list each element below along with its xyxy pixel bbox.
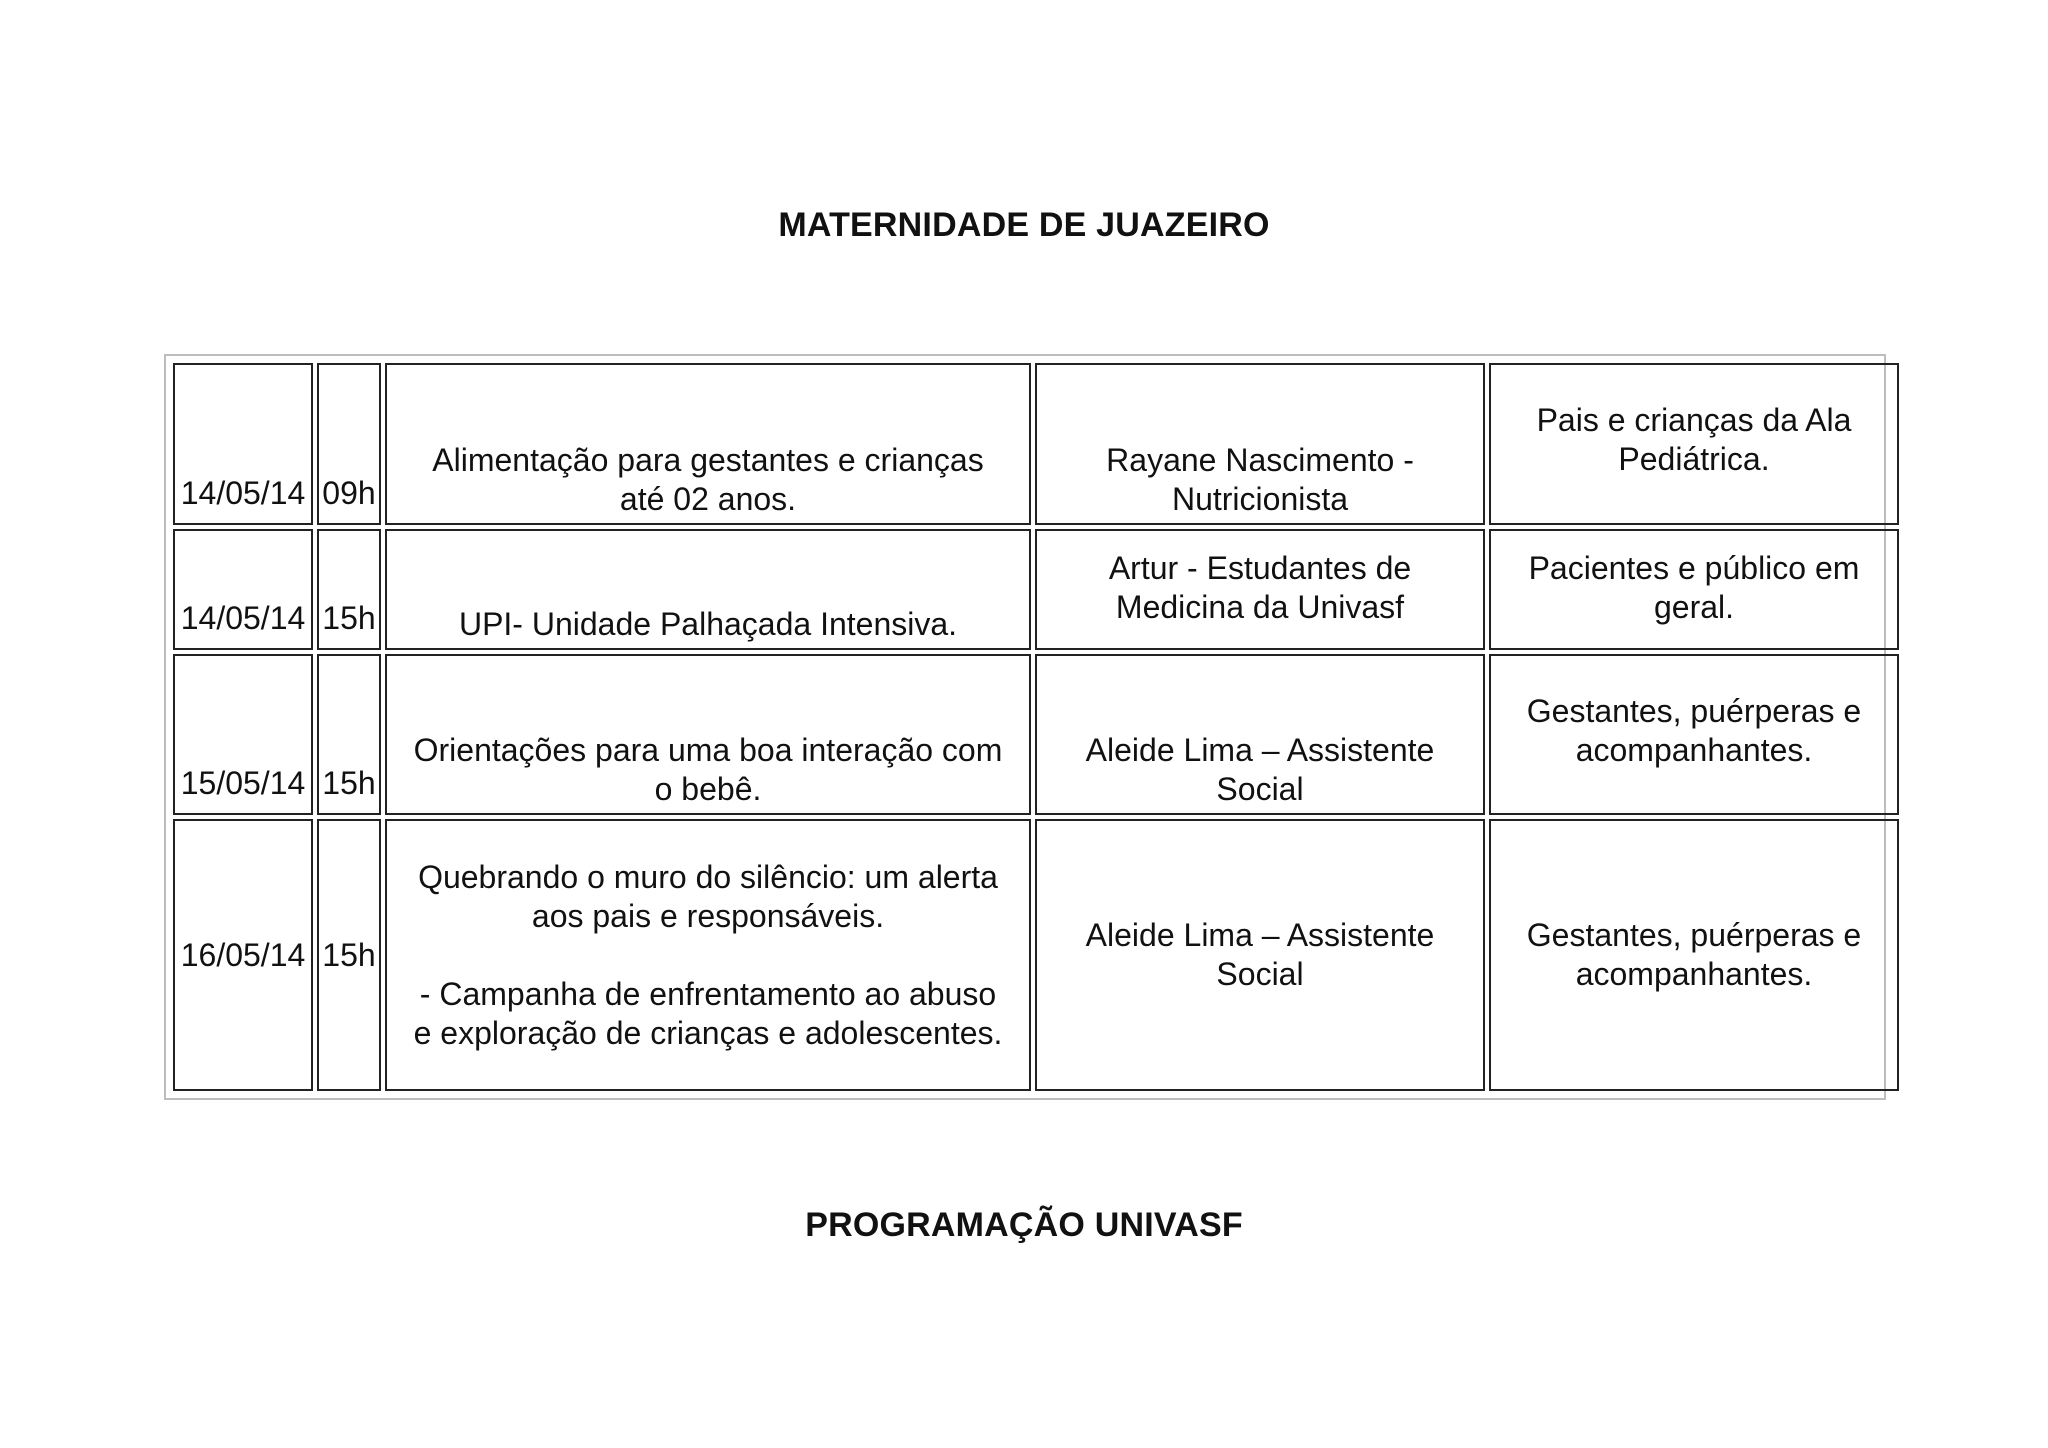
page-title: MATERNIDADE DE JUAZEIRO [778, 206, 1270, 244]
topic-line: UPI- Unidade Palhaçada Intensiva. [458, 606, 958, 642]
section-title: PROGRAMAÇÃO UNIVASF [805, 1206, 1243, 1244]
audience-cell [1489, 819, 1899, 1091]
date-cell: 14/05/14 [173, 529, 313, 650]
date-cell: 16/05/14 [173, 819, 313, 1091]
audience-line: geral. [1653, 589, 1735, 625]
topic-line: Orientações para uma boa interação com [413, 732, 1003, 768]
audience-cell [1489, 654, 1899, 815]
topic-cell [385, 363, 1031, 525]
schedule-table [169, 359, 1903, 1095]
topic-line: o bebê. [654, 771, 762, 807]
speaker-line: Aleide Lima – Assistente [1085, 732, 1435, 768]
topic-cell [385, 819, 1031, 1091]
topic-line: - Campanha de enfrentamento ao abuso [419, 975, 997, 1012]
date-cell: 14/05/14 [173, 363, 313, 525]
speaker-cell [1035, 363, 1485, 525]
audience-line: Gestantes, puérperas e [1526, 693, 1862, 729]
topic-line: Alimentação para gestantes e crianças [432, 442, 984, 478]
audience-line: acompanhantes. [1575, 732, 1813, 768]
speaker-line: Nutricionista [1171, 481, 1349, 517]
time-cell: 15h [317, 819, 381, 1091]
audience-line: Pais e crianças da Ala [1536, 402, 1852, 438]
speaker-line: Artur - Estudantes de [1108, 550, 1412, 586]
audience-line: acompanhantes. [1575, 956, 1813, 992]
date-cell: 15/05/14 [173, 654, 313, 815]
speaker-line: Medicina da Univasf [1115, 589, 1405, 625]
topic-line: até 02 anos. [619, 481, 797, 517]
topic-line: aos pais e responsáveis. [531, 897, 885, 934]
speaker-line: Aleide Lima – Assistente [1085, 917, 1435, 953]
table-row [173, 529, 1899, 650]
time-cell: 15h [317, 529, 381, 650]
audience-line: Pacientes e público em [1528, 550, 1860, 586]
topic-line: e exploração de crianças e adolescentes. [413, 1014, 1003, 1051]
time-cell: 15h [317, 654, 381, 815]
speaker-cell [1035, 654, 1485, 815]
schedule-table-frame [164, 354, 1886, 1100]
audience-line: Pediátrica. [1618, 441, 1770, 477]
speaker-cell [1035, 529, 1485, 650]
audience-cell [1489, 529, 1899, 650]
table-row [173, 363, 1899, 525]
speaker-line: Social [1216, 771, 1304, 807]
speaker-line: Rayane Nascimento - [1106, 442, 1414, 478]
audience-cell [1489, 363, 1899, 525]
speaker-line: Social [1216, 956, 1304, 992]
speaker-cell [1035, 819, 1485, 1091]
time-cell: 09h [317, 363, 381, 525]
topic-cell [385, 529, 1031, 650]
paragraph-spacer [391, 936, 1025, 975]
table-row [173, 819, 1899, 1091]
topic-line: Quebrando o muro do silêncio: um alerta [418, 858, 998, 895]
audience-line: Gestantes, puérperas e [1526, 917, 1862, 953]
topic-cell [385, 654, 1031, 815]
table-row [173, 654, 1899, 815]
